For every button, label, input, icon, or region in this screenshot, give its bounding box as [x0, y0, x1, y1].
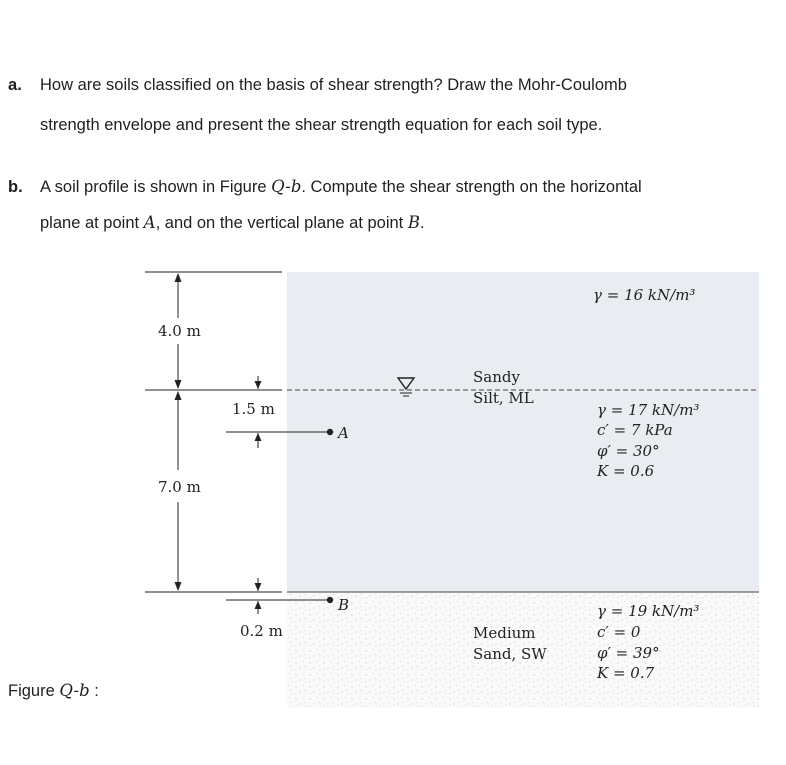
wet-cohesion: c′ = 7 kPa: [597, 421, 673, 439]
arrow-up-icon: [255, 601, 262, 609]
question-a-line-2: strength envelope and present the shear strength equation for each soil type.: [40, 116, 603, 134]
dry-gamma: γ = 16 kN/m³: [593, 286, 696, 304]
sand-phi: φ′ = 39°: [597, 644, 660, 662]
point-b-label: B: [338, 596, 350, 614]
point-a-marker: [327, 429, 333, 435]
wet-phi: φ′ = 30°: [597, 442, 660, 460]
silt-layer: [287, 272, 759, 592]
point-a-label: A: [338, 424, 349, 442]
sand-k: K = 0.7: [597, 664, 655, 682]
question-a-line-1: How are soils classified on the basis of shear strength? Draw the Mohr-Coulomb: [40, 76, 627, 94]
arrow-down-icon: [175, 380, 182, 389]
silt-name-1: Sandy: [473, 368, 520, 386]
point-b-marker: [327, 597, 333, 603]
question-b-label: b.: [8, 178, 23, 196]
wet-k: K = 0.6: [597, 462, 655, 480]
sand-cohesion: c′ = 0: [597, 623, 641, 641]
arrow-down-icon: [255, 583, 262, 591]
question-b-line-1: A soil profile is shown in Figure Q-b. Compute the shear strength on the horizontal: [40, 177, 642, 196]
dim-7m-label: 7.0 m: [158, 478, 201, 496]
sand-name-1: Medium: [473, 624, 536, 642]
question-a-label: a.: [8, 76, 22, 94]
dim-0-2m-label: 0.2 m: [240, 622, 283, 640]
sand-name-2: Sand, SW: [473, 645, 547, 663]
figure-caption: Figure Q-b :: [8, 681, 99, 700]
arrow-up-icon: [175, 391, 182, 400]
arrow-up-icon: [255, 433, 262, 441]
arrow-down-icon: [255, 381, 262, 389]
dim-1-5m-label: 1.5 m: [232, 400, 275, 418]
question-b-line-2: plane at point A, and on the vertical plane at point B.: [40, 213, 425, 232]
sand-gamma: γ = 19 kN/m³: [597, 602, 700, 620]
dim-4m-label: 4.0 m: [158, 322, 201, 340]
arrow-down-icon: [175, 582, 182, 591]
wet-gamma: γ = 17 kN/m³: [597, 401, 700, 419]
silt-name-2: Silt, ML: [473, 389, 534, 407]
arrow-up-icon: [175, 273, 182, 282]
